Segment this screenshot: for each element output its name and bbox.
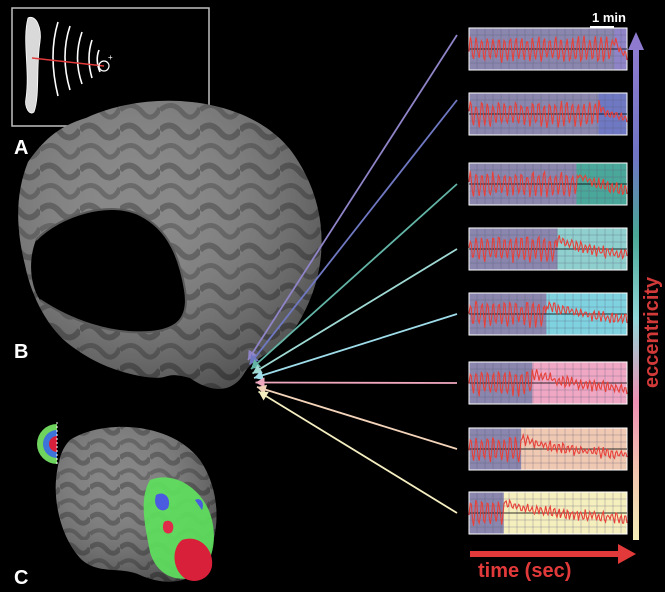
trace-panel <box>469 228 627 270</box>
trace-panel <box>469 28 627 70</box>
panel-c-cortex <box>56 427 217 582</box>
trace-panel <box>469 362 627 404</box>
connector-arrow <box>259 392 458 514</box>
trace-panel <box>469 293 627 335</box>
eccentricity-label: eccentricity <box>641 276 663 388</box>
trace-panel <box>469 492 627 534</box>
trace-panel <box>469 428 627 470</box>
scale-bar-label: 1 min <box>592 10 626 25</box>
visual-field-legend <box>37 422 57 466</box>
time-axis <box>470 544 636 582</box>
svg-text:+: + <box>108 53 113 62</box>
panel-c-label: C <box>14 567 29 589</box>
scale-bar <box>590 10 626 27</box>
trace-panel <box>469 163 627 205</box>
connector-arrow <box>256 378 458 388</box>
panel-b-label: B <box>14 341 29 363</box>
time-course-traces <box>469 28 627 534</box>
eccentricity-axis <box>628 32 663 540</box>
time-axis-label: time (sec) <box>478 560 572 582</box>
trace-panel <box>469 93 627 135</box>
panel-a-label: A <box>14 137 29 159</box>
connector-arrow <box>257 385 457 449</box>
